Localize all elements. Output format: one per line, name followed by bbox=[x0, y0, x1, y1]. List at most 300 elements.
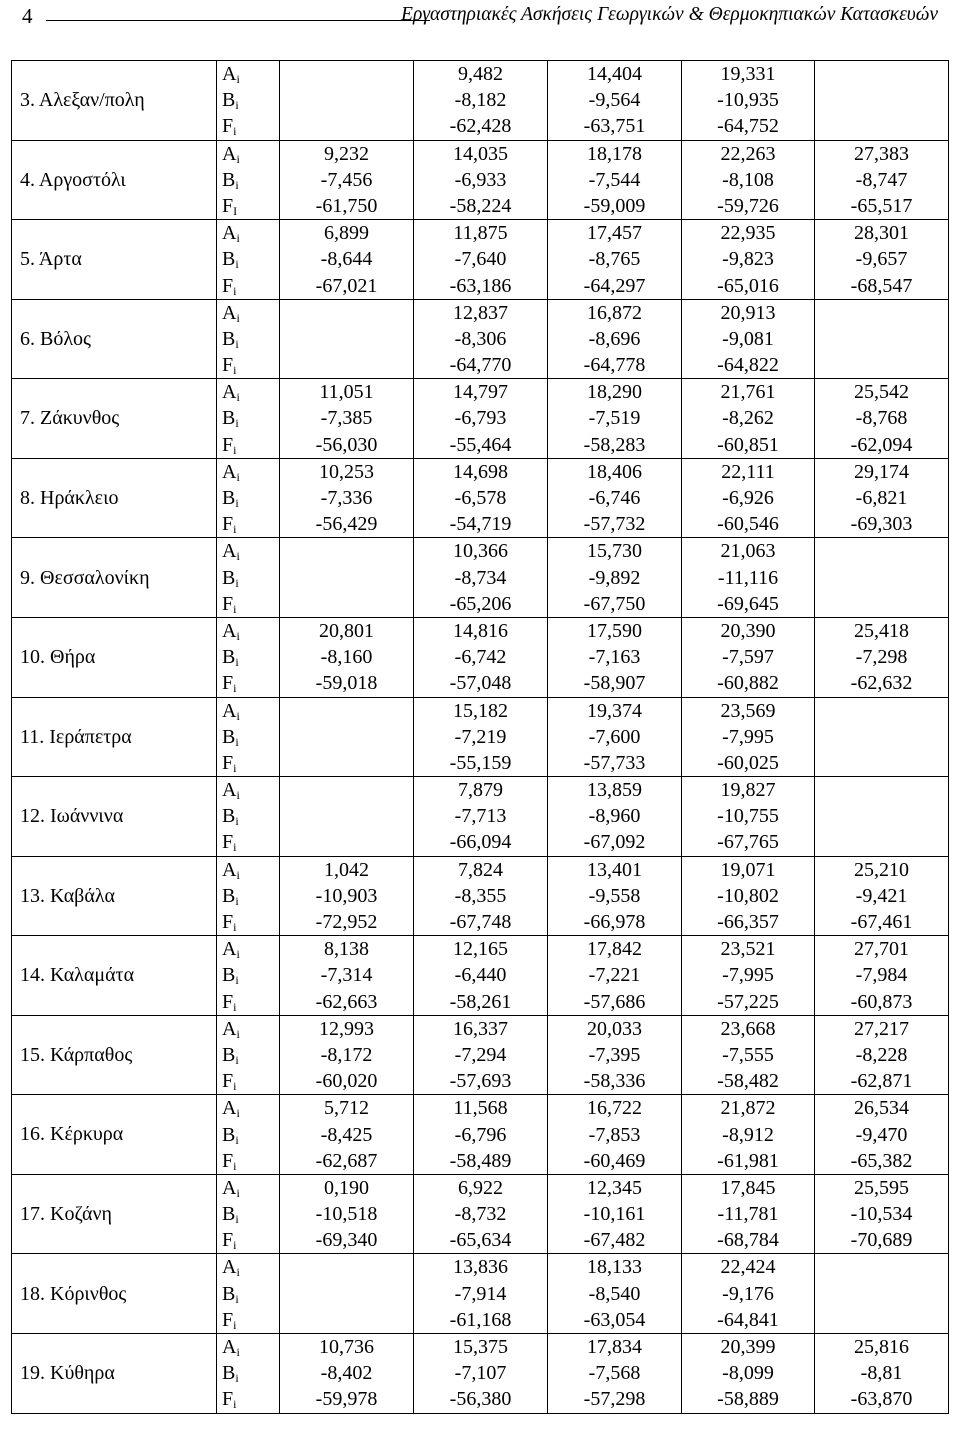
value-cell-c1 bbox=[280, 538, 414, 618]
coefficient-label bbox=[222, 1016, 279, 1042]
value-cell-c1 bbox=[280, 777, 414, 857]
coefficient-subscript: i bbox=[236, 1106, 240, 1121]
value: 11,875 bbox=[453, 222, 508, 245]
value: -57,225 bbox=[717, 990, 779, 1013]
value-cell-c2 bbox=[414, 220, 548, 300]
value: -60,020 bbox=[315, 1070, 378, 1093]
value: 18,133 bbox=[587, 1256, 642, 1279]
coefficient-label bbox=[222, 405, 279, 431]
value: -65,634 bbox=[449, 1229, 512, 1252]
value: -7,713 bbox=[454, 805, 507, 828]
value: -61,168 bbox=[449, 1308, 512, 1331]
value: 28,301 bbox=[854, 222, 909, 245]
coefficient-label bbox=[222, 87, 279, 113]
value bbox=[280, 1307, 413, 1333]
coefficient-letter: B bbox=[222, 487, 236, 509]
value: -57,732 bbox=[583, 513, 646, 536]
value: -67,482 bbox=[583, 1229, 646, 1252]
coefficient-subscript: i bbox=[236, 151, 240, 166]
value: -9,892 bbox=[588, 566, 641, 589]
value-cell-c1 bbox=[280, 856, 414, 936]
coefficient-subscript: i bbox=[236, 549, 240, 564]
table-row bbox=[12, 1334, 949, 1414]
coefficient-label bbox=[222, 1386, 279, 1412]
city-cell: 10. Θήρα bbox=[12, 617, 217, 697]
value: -8,160 bbox=[320, 646, 373, 669]
value-cell-c2 bbox=[414, 379, 548, 459]
value: 10,366 bbox=[453, 540, 508, 563]
coefficient-subscript: i bbox=[235, 655, 239, 670]
value: -62,687 bbox=[315, 1149, 378, 1172]
coefficient-subscript: i bbox=[233, 124, 237, 139]
value: -67,750 bbox=[583, 592, 646, 615]
value-cell-c5 bbox=[815, 777, 949, 857]
coefficient-label bbox=[222, 1175, 279, 1201]
value: -10,802 bbox=[717, 884, 779, 907]
coefficient-subscript: i bbox=[236, 1265, 240, 1280]
coefficient-label bbox=[222, 1122, 279, 1148]
coefficient-labels-cell bbox=[217, 1254, 280, 1334]
coefficient-subscript: i bbox=[235, 416, 239, 431]
value-cell-c3 bbox=[548, 299, 682, 379]
coefficient-labels-cell bbox=[217, 1174, 280, 1254]
coefficient-letter: A bbox=[222, 460, 237, 483]
value: -7,314 bbox=[320, 964, 373, 987]
coefficient-letter: B bbox=[222, 1282, 236, 1305]
value: -62,428 bbox=[449, 115, 512, 138]
value: 29,174 bbox=[854, 460, 909, 483]
coefficient-labels-cell bbox=[217, 697, 280, 777]
value: 23,668 bbox=[720, 1017, 776, 1040]
coefficient-label bbox=[222, 1334, 279, 1360]
coefficient-subscript: i bbox=[236, 1185, 240, 1200]
value: -65,016 bbox=[717, 274, 779, 297]
coefficient-subscript: i bbox=[233, 1317, 237, 1332]
value: 14,797 bbox=[453, 381, 508, 404]
coefficient-letter: A bbox=[222, 1097, 237, 1120]
value: -7,640 bbox=[454, 248, 507, 271]
coefficient-label bbox=[222, 1254, 279, 1280]
coefficient-subscript: i bbox=[236, 390, 240, 405]
value: -65,382 bbox=[850, 1149, 913, 1172]
coefficient-subscript: i bbox=[235, 98, 239, 113]
coefficient-letter: F bbox=[222, 274, 234, 297]
coefficient-letter: F bbox=[222, 1070, 234, 1093]
city-cell: 19. Κύθηρα bbox=[12, 1334, 217, 1414]
value bbox=[280, 1281, 413, 1307]
city-cell: 14. Καλαμάτα bbox=[12, 936, 217, 1016]
value: -6,746 bbox=[588, 487, 641, 509]
coefficient-subscript: i bbox=[233, 283, 237, 298]
value-cell-c3 bbox=[548, 458, 682, 538]
coefficient-subscript: i bbox=[233, 522, 237, 537]
value: 19,374 bbox=[587, 699, 642, 722]
coefficient-subscript: i bbox=[235, 734, 239, 749]
coefficient-letter: B bbox=[222, 1123, 236, 1146]
value-cell-c5 bbox=[815, 1254, 949, 1334]
value: -64,778 bbox=[583, 354, 646, 377]
value: -67,765 bbox=[717, 831, 779, 854]
table-row bbox=[12, 1015, 949, 1095]
coefficient-subscript: i bbox=[235, 1212, 239, 1227]
value-cell-c2 bbox=[414, 617, 548, 697]
coefficient-subscript: i bbox=[233, 1397, 237, 1412]
value-cell-c2 bbox=[414, 538, 548, 618]
value-cell-c3 bbox=[548, 140, 682, 220]
value-cell-c5 bbox=[815, 299, 949, 379]
value: -67,461 bbox=[850, 911, 913, 933]
value: -58,283 bbox=[583, 433, 646, 456]
coefficient-subscript: i bbox=[233, 1079, 237, 1094]
value: 25,210 bbox=[854, 858, 909, 881]
coefficient-letter: F bbox=[222, 592, 234, 615]
coefficient-subscript: i bbox=[235, 575, 239, 590]
value-cell-c4 bbox=[682, 777, 815, 857]
value: -9,823 bbox=[722, 248, 774, 271]
value: -58,889 bbox=[717, 1388, 779, 1411]
value: 14,404 bbox=[587, 63, 642, 85]
value-cell-c3 bbox=[548, 220, 682, 300]
coefficient-letter: F bbox=[222, 1149, 234, 1172]
value: -10,903 bbox=[315, 884, 378, 907]
value: -8,732 bbox=[454, 1203, 507, 1226]
value bbox=[815, 87, 948, 113]
value-cell-c2 bbox=[414, 1015, 548, 1095]
value: -57,733 bbox=[583, 751, 646, 774]
value: 21,872 bbox=[720, 1097, 776, 1120]
coefficient-label bbox=[222, 883, 279, 909]
value bbox=[280, 87, 413, 113]
value: 1,042 bbox=[324, 858, 369, 881]
value: -58,907 bbox=[583, 672, 646, 695]
coefficient-letter: B bbox=[222, 407, 236, 430]
value-cell-c1 bbox=[280, 220, 414, 300]
value: -6,440 bbox=[454, 964, 507, 987]
value: 17,842 bbox=[587, 938, 642, 961]
value bbox=[815, 750, 948, 776]
coefficient-letter: F bbox=[222, 194, 234, 217]
coefficient-subscript: i bbox=[233, 681, 237, 696]
value: -7,456 bbox=[320, 168, 373, 191]
value-cell-c3 bbox=[548, 777, 682, 857]
coefficient-label bbox=[222, 989, 279, 1015]
coefficient-letter: B bbox=[222, 248, 236, 271]
coefficient-label bbox=[222, 803, 279, 829]
coefficient-letter: B bbox=[222, 327, 236, 350]
value-cell-c2 bbox=[414, 1334, 548, 1414]
value bbox=[280, 565, 413, 591]
coefficient-subscript: i bbox=[233, 840, 237, 855]
value bbox=[280, 61, 413, 87]
value: -65,206 bbox=[449, 592, 512, 615]
coefficient-letter: B bbox=[222, 646, 236, 669]
coefficient-subscript: I bbox=[233, 203, 238, 218]
value bbox=[280, 777, 413, 803]
value-cell-c1 bbox=[280, 379, 414, 459]
table-row bbox=[12, 1254, 949, 1334]
value-cell-c1 bbox=[280, 936, 414, 1016]
value: -9,176 bbox=[722, 1282, 774, 1305]
coefficient-letter: F bbox=[222, 1308, 234, 1331]
value bbox=[280, 300, 413, 326]
value-cell-c1 bbox=[280, 140, 414, 220]
coefficient-subscript: i bbox=[235, 814, 239, 829]
coefficient-label bbox=[222, 432, 279, 458]
value: -8,182 bbox=[454, 89, 507, 112]
coefficient-letter: F bbox=[222, 1388, 234, 1411]
value bbox=[280, 538, 413, 564]
header-rule bbox=[46, 20, 430, 21]
value bbox=[280, 698, 413, 724]
value-cell-c3 bbox=[548, 1015, 682, 1095]
value-cell-c5 bbox=[815, 61, 949, 141]
city-cell: 17. Κοζάνη bbox=[12, 1174, 217, 1254]
city-cell: 6. Βόλος bbox=[12, 299, 217, 379]
value: -7,163 bbox=[588, 646, 641, 669]
value-cell-c1 bbox=[280, 299, 414, 379]
value: -7,853 bbox=[588, 1123, 641, 1146]
value: 22,424 bbox=[720, 1256, 776, 1279]
value: 23,569 bbox=[720, 699, 776, 722]
value: 20,033 bbox=[587, 1017, 642, 1040]
value: -6,742 bbox=[454, 646, 507, 669]
value: -66,094 bbox=[449, 831, 512, 854]
coefficient-label bbox=[222, 326, 279, 352]
value: -65,517 bbox=[850, 194, 913, 217]
city-cell: 5. Άρτα bbox=[12, 220, 217, 300]
value: 12,993 bbox=[319, 1017, 374, 1040]
value: -69,645 bbox=[717, 592, 779, 615]
value bbox=[280, 750, 413, 776]
value: -11,781 bbox=[717, 1203, 779, 1226]
value: -63,054 bbox=[583, 1308, 646, 1331]
value bbox=[815, 113, 948, 139]
value: -8,734 bbox=[454, 566, 507, 589]
value-cell-c1 bbox=[280, 61, 414, 141]
value bbox=[280, 803, 413, 829]
value-cell-c4 bbox=[682, 379, 815, 459]
coefficient-label bbox=[222, 936, 279, 962]
value: -7,298 bbox=[855, 646, 908, 669]
coefficient-subscript: i bbox=[236, 72, 240, 86]
value bbox=[815, 777, 948, 803]
value: -64,297 bbox=[583, 274, 646, 297]
value bbox=[815, 538, 948, 564]
value: -7,597 bbox=[722, 646, 774, 669]
value: 25,816 bbox=[854, 1336, 909, 1358]
coefficient-label bbox=[222, 644, 279, 670]
value-cell-c1 bbox=[280, 1095, 414, 1175]
value: -10,161 bbox=[583, 1203, 646, 1226]
value bbox=[815, 591, 948, 617]
coefficient-labels-cell bbox=[217, 1334, 280, 1414]
value-cell-c5 bbox=[815, 1174, 949, 1254]
city-cell: 9. Θεσσαλονίκη bbox=[12, 538, 217, 618]
value: 13,401 bbox=[587, 858, 642, 881]
value-cell-c1 bbox=[280, 1254, 414, 1334]
value: -8,262 bbox=[722, 407, 774, 430]
value: 27,383 bbox=[854, 142, 909, 165]
value: -10,935 bbox=[717, 89, 779, 112]
value: -56,030 bbox=[315, 433, 378, 456]
table-row bbox=[12, 777, 949, 857]
value: -58,489 bbox=[449, 1149, 512, 1172]
value: -7,336 bbox=[320, 487, 373, 509]
value bbox=[280, 113, 413, 139]
value: -8,402 bbox=[320, 1362, 373, 1385]
value: -7,219 bbox=[454, 725, 507, 748]
value: -69,303 bbox=[850, 513, 913, 536]
city-cell: 16. Κέρκυρα bbox=[12, 1095, 217, 1175]
coefficient-label bbox=[222, 829, 279, 855]
value: -58,261 bbox=[449, 990, 512, 1013]
coefficient-label bbox=[222, 565, 279, 591]
city-cell: 12. Ιωάννινα bbox=[12, 777, 217, 857]
value: -8,765 bbox=[588, 248, 641, 271]
coefficient-letter: B bbox=[222, 964, 236, 987]
value: -62,871 bbox=[850, 1070, 913, 1093]
value-cell-c4 bbox=[682, 61, 815, 141]
value-cell-c5 bbox=[815, 220, 949, 300]
coefficient-letter: A bbox=[222, 63, 237, 85]
value bbox=[280, 829, 413, 855]
coefficient-letter: A bbox=[222, 1336, 237, 1358]
value: -64,752 bbox=[717, 115, 779, 138]
value: 19,331 bbox=[720, 63, 776, 85]
value: -8,747 bbox=[855, 168, 908, 191]
value: 6,922 bbox=[458, 1176, 503, 1199]
value: -8,425 bbox=[320, 1123, 373, 1146]
value: 18,406 bbox=[587, 460, 642, 483]
coefficient-labels-cell bbox=[217, 61, 280, 141]
value-cell-c4 bbox=[682, 1174, 815, 1254]
value: 21,063 bbox=[720, 540, 776, 563]
value: -55,464 bbox=[449, 433, 512, 456]
value-cell-c4 bbox=[682, 1015, 815, 1095]
value: 15,375 bbox=[453, 1336, 508, 1358]
coefficient-letter: A bbox=[222, 938, 237, 961]
coefficient-label bbox=[222, 1281, 279, 1307]
table-row bbox=[12, 538, 949, 618]
value-cell-c3 bbox=[548, 1254, 682, 1334]
coefficient-letter: B bbox=[222, 89, 236, 112]
value bbox=[815, 724, 948, 750]
coefficient-subscript: i bbox=[235, 336, 239, 351]
coefficient-label bbox=[222, 724, 279, 750]
value: -60,025 bbox=[717, 751, 779, 774]
table-row bbox=[12, 458, 949, 538]
value: 9,232 bbox=[324, 142, 369, 165]
value: 11,568 bbox=[453, 1097, 508, 1120]
coefficient-letter: B bbox=[222, 884, 236, 907]
value bbox=[280, 724, 413, 750]
coefficient-letter: A bbox=[222, 222, 237, 245]
coefficient-label bbox=[222, 777, 279, 803]
coefficient-letter: A bbox=[222, 779, 237, 802]
value-cell-c1 bbox=[280, 617, 414, 697]
value: -8,912 bbox=[722, 1123, 774, 1146]
value: -60,851 bbox=[717, 433, 779, 456]
coefficient-letter: F bbox=[222, 433, 234, 456]
coefficient-labels-cell bbox=[217, 379, 280, 459]
coefficient-subscript: i bbox=[236, 628, 240, 643]
coefficient-letter: F bbox=[222, 751, 234, 774]
table-row bbox=[12, 1095, 949, 1175]
coefficient-subscript: i bbox=[236, 788, 240, 803]
value bbox=[815, 300, 948, 326]
value: -63,751 bbox=[583, 115, 646, 138]
coefficient-letter: B bbox=[222, 1203, 236, 1226]
value bbox=[815, 565, 948, 591]
coefficient-letter: A bbox=[222, 1017, 237, 1040]
value-cell-c5 bbox=[815, 1095, 949, 1175]
coefficient-labels-cell bbox=[217, 856, 280, 936]
value: 16,722 bbox=[587, 1097, 642, 1120]
page-number: 4 bbox=[22, 4, 33, 28]
table-row bbox=[12, 379, 949, 459]
value-cell-c2 bbox=[414, 140, 548, 220]
value: -59,018 bbox=[315, 672, 378, 695]
coefficient-subscript: i bbox=[236, 469, 240, 484]
value: 14,698 bbox=[453, 460, 508, 483]
table-body bbox=[12, 61, 949, 1414]
value: 0,190 bbox=[324, 1176, 369, 1199]
value: -9,081 bbox=[722, 327, 774, 350]
coefficient-letter: A bbox=[222, 1176, 237, 1199]
value: -68,547 bbox=[850, 274, 913, 297]
coefficient-label bbox=[222, 962, 279, 988]
value-cell-c2 bbox=[414, 1095, 548, 1175]
value-cell-c2 bbox=[414, 936, 548, 1016]
coefficient-subscript: i bbox=[233, 1238, 237, 1253]
value: 26,534 bbox=[854, 1097, 909, 1120]
value-cell-c5 bbox=[815, 140, 949, 220]
value-cell-c4 bbox=[682, 458, 815, 538]
coefficient-subscript: i bbox=[233, 601, 237, 616]
value: -8,768 bbox=[855, 407, 908, 430]
value-cell-c4 bbox=[682, 617, 815, 697]
value: -63,870 bbox=[850, 1388, 913, 1411]
value: -72,952 bbox=[315, 911, 378, 933]
value: 13,836 bbox=[453, 1256, 508, 1279]
value: -67,092 bbox=[583, 831, 646, 854]
coefficients-table bbox=[11, 60, 949, 1414]
value-cell-c5 bbox=[815, 538, 949, 618]
coefficient-subscript: i bbox=[233, 442, 237, 457]
value: -59,978 bbox=[315, 1388, 378, 1411]
coefficient-letter: F bbox=[222, 990, 234, 1013]
value-cell-c4 bbox=[682, 697, 815, 777]
value: -6,821 bbox=[855, 487, 908, 509]
coefficient-subscript: i bbox=[235, 893, 239, 908]
coefficient-subscript: i bbox=[236, 231, 240, 246]
city-cell: 8. Ηράκλειο bbox=[12, 458, 217, 538]
value: -59,726 bbox=[717, 194, 779, 217]
coefficient-letter: F bbox=[222, 831, 234, 854]
value: -8,108 bbox=[722, 168, 774, 191]
value: -57,298 bbox=[583, 1388, 646, 1411]
coefficient-subscript: i bbox=[236, 708, 240, 723]
coefficient-subscript: i bbox=[235, 257, 239, 272]
value: -7,914 bbox=[454, 1282, 507, 1305]
value: -7,385 bbox=[320, 407, 373, 430]
value bbox=[815, 1307, 948, 1333]
value: -9,421 bbox=[855, 884, 908, 907]
value: 21,761 bbox=[720, 381, 776, 404]
coefficient-label bbox=[222, 1042, 279, 1068]
value: 19,071 bbox=[720, 858, 776, 881]
coefficient-label bbox=[222, 538, 279, 564]
